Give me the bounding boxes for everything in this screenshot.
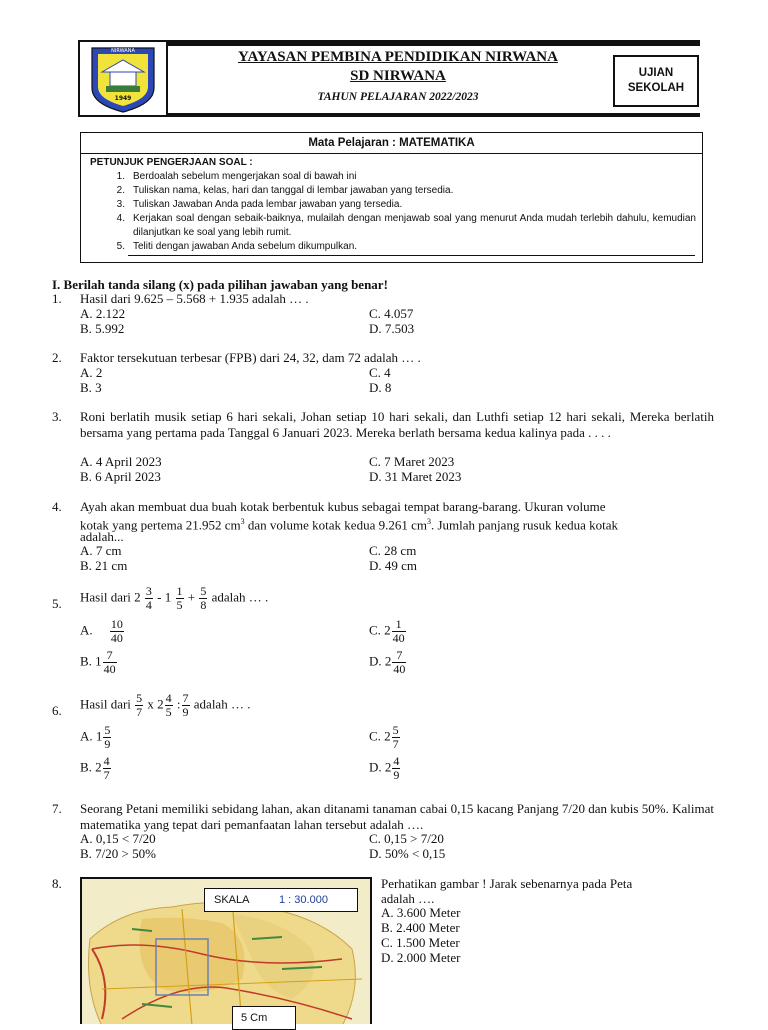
- q1-option-d[interactable]: D. 7.503: [369, 321, 415, 336]
- q7-option-d[interactable]: D. 50% < 0,15: [369, 846, 446, 861]
- school-logo: [78, 40, 168, 117]
- header-bottom-rule: [78, 113, 700, 117]
- map-scale-box: [204, 888, 358, 912]
- q5-number: 5.: [52, 596, 62, 611]
- q5-text: Hasil dari 2 $\frac{3}{4}$ - 1 $\frac{1}{5}$ + $\frac{5}{8}$ adalah … .: [80, 584, 269, 612]
- q2-option-b[interactable]: B. 3: [80, 380, 102, 395]
- map-scale-label: SKALA: [214, 894, 250, 906]
- logo-year: 1949: [114, 95, 132, 102]
- q2-number: 2.: [52, 350, 62, 365]
- map-distance-box: 5 Cm: [232, 1006, 296, 1030]
- q5-option-a[interactable]: A. $\frac{10}{40}$: [80, 617, 123, 645]
- q7-option-c[interactable]: C. 0,15 > 7/20: [369, 831, 444, 846]
- section-title: I. Berilah tanda silang (x) pada pilihan jawaban yang benar!: [52, 277, 388, 292]
- q6-option-c[interactable]: C. 2 $\frac{5}{7}$: [369, 723, 399, 751]
- q4-line1: Ayah akan membuat dua buah kotak berbentuk kubus sebagai tempat barang-barang. Ukuran volume: [80, 499, 606, 514]
- q3-option-c[interactable]: C. 7 Maret 2023: [369, 454, 455, 469]
- q6-option-b[interactable]: B. 2 $\frac{4}{7}$: [80, 754, 110, 782]
- q6-option-a[interactable]: A. 1 $\frac{5}{9}$: [80, 723, 111, 751]
- q7-option-a[interactable]: A. 0,15 < 7/20: [80, 831, 156, 846]
- q2-option-d[interactable]: D. 8: [369, 380, 392, 395]
- q5-option-c[interactable]: C. 2 $\frac{1}{40}$: [369, 617, 405, 645]
- logo-text: NIRWANA: [111, 48, 135, 54]
- q7-number: 7.: [52, 801, 62, 816]
- q4-number: 4.: [52, 499, 62, 514]
- q8-number: 8.: [52, 876, 62, 891]
- logo-shield-icon: [80, 42, 166, 115]
- q4-line3: adalah...: [80, 529, 124, 544]
- q5-option-d[interactable]: D. 2 $\frac{7}{40}$: [369, 648, 406, 676]
- q3-option-a[interactable]: A. 4 April 2023: [80, 454, 162, 469]
- q6-number: 6.: [52, 703, 62, 718]
- instruction-underline: [128, 255, 695, 256]
- q6-text: Hasil dari $\frac{5}{7}$ x 2 $\frac{4}{5}$ : $\frac{7}{9}$ adalah … .: [80, 691, 251, 719]
- q2-option-a[interactable]: A. 2: [80, 365, 103, 380]
- q2-option-c[interactable]: C. 4: [369, 365, 391, 380]
- q6-option-d[interactable]: D. 2 $\frac{4}{9}$: [369, 754, 400, 782]
- q7-text: Seorang Petani memiliki sebidang lahan, akan ditanami tanaman cabai 0,15 kacang Panjang 7/20 dan kubis 50%. Kalimat matematika yang tepat dari pemanfaatan lahan tersebut adalah ….: [80, 801, 714, 832]
- q8-option-d[interactable]: D. 2.000 Meter: [381, 950, 461, 965]
- q8-option-b[interactable]: B. 2.400 Meter: [381, 920, 460, 935]
- q8-line2: adalah ….: [381, 891, 435, 906]
- map-scale-value: 1 : 30.000: [279, 894, 328, 906]
- q7-option-b[interactable]: B. 7/20 > 50%: [80, 846, 156, 861]
- q5-option-b[interactable]: B. 1 $\frac{7}{40}$: [80, 648, 116, 676]
- q3-option-d[interactable]: D. 31 Maret 2023: [369, 469, 462, 484]
- header-top-rule: [78, 40, 700, 46]
- subject-title: Mata Pelajaran : MATEMATIKA: [81, 133, 702, 154]
- q3-option-b[interactable]: B. 6 April 2023: [80, 469, 161, 484]
- instruction-box: Mata Pelajaran : MATEMATIKA PETUNJUK PENGERJAAN SOAL : 1. Berdoalah sebelum mengerjakan soal di bawah ini 2. Tuliskan nama, kelas, hari dan tanggal di lembar jawaban yang tersedia. 3. Tuliskan Jawaban Anda pada lembar jawaban yang tersedia. 4. Kerjakan soal dengan sebaik-baiknya, mulailah dengan menjawab soal yang menurut Anda mudah terlebih dahulu, kemudian dilanjutkan ke soal yang lebih rumit. 5. Teliti dengan jawaban Anda sebelum dikumpulkan.: [80, 132, 703, 263]
- exam-type-line2: SEKOLAH: [627, 82, 685, 94]
- q1-text: Hasil dari 9.625 – 5.568 + 1.935 adalah … .: [80, 291, 309, 306]
- school-name: SD NIRWANA: [350, 68, 446, 84]
- q8-line1: Perhatikan gambar ! Jarak sebenarnya pada Peta: [381, 876, 633, 891]
- q4-option-d[interactable]: D. 49 cm: [369, 558, 418, 573]
- foundation-title: YAYASAN PEMBINA PENDIDIKAN NIRWANA: [238, 49, 558, 65]
- q4-line2: kotak yang pertema 21.952 $cm^3$ dan volume kotak kedua 9.261 $cm^3$. Jumlah panjang rusuk kedua kotak: [80, 517, 618, 533]
- academic-year: TAHUN PELAJARAN 2022/2023: [317, 91, 479, 103]
- q4-option-b[interactable]: B. 21 cm: [80, 558, 128, 573]
- exam-type-line1: UJIAN: [638, 67, 674, 79]
- q4-option-c[interactable]: C. 28 cm: [369, 543, 417, 558]
- q2-text: Faktor tersekutuan terbesar (FPB) dari 24, 32, dam 72 adalah … .: [80, 350, 421, 365]
- q1-option-b[interactable]: B. 5.992: [80, 321, 125, 336]
- instruction-heading: PETUNJUK PENGERJAAN SOAL :: [90, 157, 253, 168]
- q4-option-a[interactable]: A. 7 cm: [80, 543, 122, 558]
- q8-option-a[interactable]: A. 3.600 Meter: [381, 905, 461, 920]
- q3-number: 3.: [52, 409, 62, 424]
- q1-number: 1.: [52, 291, 62, 306]
- q1-option-c[interactable]: C. 4.057: [369, 306, 414, 321]
- exam-type-box: [613, 55, 699, 107]
- q1-option-a[interactable]: A. 2.122: [80, 306, 126, 321]
- q8-option-c[interactable]: C. 1.500 Meter: [381, 935, 460, 950]
- q3-text: Roni berlatih musik setiap 6 hari sekali, Johan setiap 10 hari sekali, dan Luthfi setiap 12 hari sekali, Mereka berlatih bersama yang pertama pada Tanggal 6 Januari 2023. Mereka berlath bersama kedua kalinya pada . . . .: [80, 409, 714, 440]
